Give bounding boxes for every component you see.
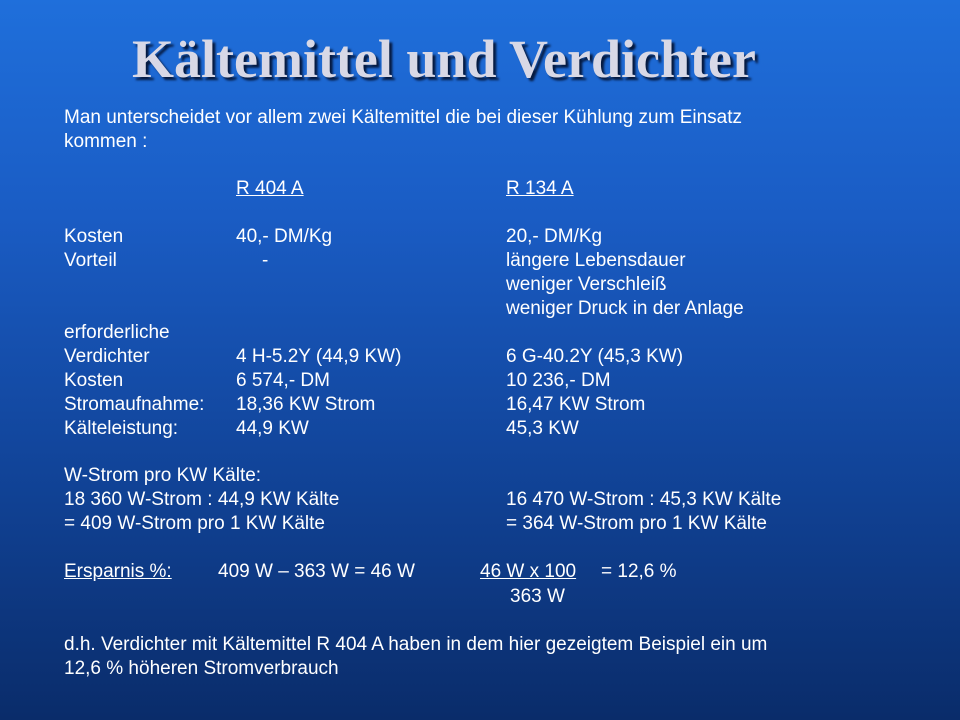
ersparnis-label: Ersparnis %: [64, 561, 172, 582]
row-value-r134a: 6 G-40.2Y (45,3 KW) [506, 346, 684, 367]
row-value-r404a: 18,36 KW Strom [236, 394, 376, 415]
conclusion-line-2: 12,6 % höheren Stromverbrauch [64, 658, 339, 679]
row-value-r134a: 10 236,- DM [506, 370, 611, 391]
ersparnis-denominator: 363 W [510, 586, 565, 607]
row-label: Kosten [64, 226, 124, 247]
row-label: Kälteleistung: [64, 418, 179, 439]
row-value-r404a: 4 H-5.2Y (44,9 KW) [236, 346, 402, 367]
header-r404a: R 404 A [236, 178, 304, 199]
row-value-r134a: 16,47 KW Strom [506, 394, 646, 415]
wstrom-right-line-1: 16 470 W-Strom : 45,3 KW Kälte [506, 489, 782, 510]
row-value-r404a: - [262, 250, 269, 271]
row-value-r134a: 20,- DM/Kg [506, 226, 603, 247]
row-value-r134a: weniger Druck in der Anlage [506, 298, 744, 319]
conclusion-line-1: d.h. Verdichter mit Kältemittel R 404 A haben in dem hier gezeigtem Beispiel ein um [64, 634, 768, 655]
row-label: Kosten [64, 370, 124, 391]
row-value-r404a: 40,- DM/Kg [236, 226, 333, 247]
row-label: erforderliche [64, 322, 170, 343]
row-label: Stromaufnahme: [64, 394, 205, 415]
intro-line-1: Man unterscheidet vor allem zwei Kältemittel die bei dieser Kühlung zum Einsatz [64, 107, 742, 128]
row-label: Verdichter [64, 346, 150, 367]
row-value-r134a: 45,3 KW [506, 418, 579, 439]
row-value-r134a: längere Lebensdauer [506, 250, 686, 271]
row-value-r134a: weniger Verschleiß [506, 274, 667, 295]
row-value-r404a: 44,9 KW [236, 418, 309, 439]
row-label: Vorteil [64, 250, 117, 271]
intro-line-2: kommen : [64, 131, 148, 152]
ersparnis-numerator: 46 W x 100 [480, 561, 577, 582]
ersparnis-result: = 12,6 % [601, 561, 677, 582]
wstrom-heading: W-Strom pro KW Kälte: [64, 465, 262, 486]
wstrom-right-line-2: = 364 W-Strom pro 1 KW Kälte [506, 513, 767, 534]
row-value-r404a: 6 574,- DM [236, 370, 330, 391]
header-r134a: R 134 A [506, 178, 574, 199]
ersparnis-calc: 409 W – 363 W = 46 W [218, 561, 415, 582]
wstrom-left-line-1: 18 360 W-Strom : 44,9 KW Kälte [64, 489, 340, 510]
page-title: Kältemittel und Verdichter [132, 29, 756, 89]
wstrom-left-line-2: = 409 W-Strom pro 1 KW Kälte [64, 513, 325, 534]
